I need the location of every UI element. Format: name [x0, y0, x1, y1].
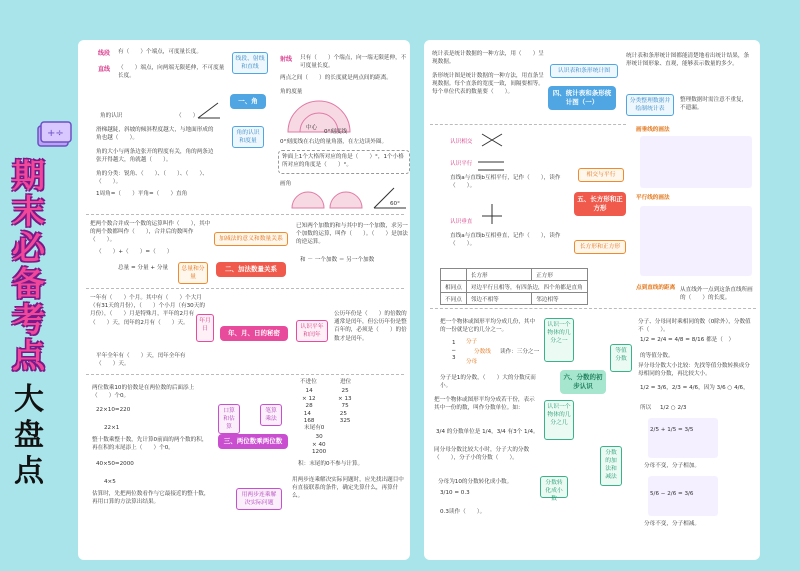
compare-text: 异分母分数大小比较：先找等值分数转换成分母相同的分数，再比较大小。 [638, 363, 750, 378]
intersect-icon [480, 132, 504, 152]
end0-title: 末尾有0 [304, 425, 325, 431]
sub-rule: 分母不变，分子相减。 [644, 521, 700, 527]
estimate-text: 估算时，先把两位数看作与它最接近的整十数，再用口算的方法算出结果。 [92, 491, 210, 506]
title-char-2: 末 [12, 192, 45, 231]
equiv-text-1: 分子、分母同时乘相同的数（0除外），分数值不（ ）。 [638, 319, 751, 334]
formula-3: 和 － 一个加数 ＝ 另一个加数 [300, 257, 375, 263]
add-rule: 分母不变，分子相加。 [644, 463, 700, 469]
node-arrange: 分类整理数据并绘制统计表 [626, 94, 674, 116]
fen-denominator: 分母 [466, 359, 478, 365]
separator [430, 308, 756, 309]
so-label: 所以 [640, 405, 652, 411]
ray-label: 射线 [280, 56, 293, 63]
addition-diagram [648, 418, 718, 458]
draw-par-label: 平行线的画法 [636, 195, 670, 201]
leap-text: 公历年份是（ ）的倍数的通常是闰年，但公历年份是整百年的，必须是（ ）的倍数才是闰年。 [334, 311, 407, 342]
table-cell: 相同点 [441, 281, 467, 293]
deg60-label: 60° [390, 201, 400, 207]
vertical-calc-3: 30 × 40 1200 [312, 434, 327, 456]
node-rel: 相交与平行 [578, 168, 624, 182]
add-expr: 2/5 + 1/5 = 3/5 [650, 427, 694, 433]
fen-numerator: 分子 [466, 339, 478, 345]
fraction-text-4: 同分母分数比较大小时，分子大的分数（ ），分子小的分数（ ）。 [434, 447, 530, 462]
calc-1b: 22×1 [104, 425, 120, 431]
solve-text: 用两步连乘解决实际问题时，应先找出题目中有直接联系的条件，确定先算什么，再算什么。 [292, 477, 404, 500]
node-oral: 口算和估算 [218, 404, 240, 434]
ray-text: 只有（ ）个端点，向一端无限延伸，不可度量长度。 [300, 55, 407, 70]
separator [430, 124, 626, 125]
table-cell: 不同点 [441, 293, 467, 305]
title-char-3: 必 [12, 228, 45, 267]
class-text: 角的分类：锐角、（ ）、（ ）、（ ）、（ ）。 [96, 171, 208, 186]
zero-label: 0°刻度线 [324, 129, 348, 135]
straight-text: （ ）端点，向两端无限延伸，不可度量长度。 [118, 65, 225, 80]
vertical-calc-1: 14 × 12 28 14 168 [302, 388, 316, 425]
draw-perp-illustration [640, 136, 752, 188]
clock-text: 钟面上1个大格所对应的角是（ ）°，1个小格所对应的角度是（ ）°。 [282, 154, 404, 169]
line-label: 线段 [98, 50, 111, 57]
decimal-text: 分母为10的分数转化成小数。 [438, 479, 513, 485]
calc-2b: 4×5 [104, 479, 116, 485]
sub-expr: 5/6 − 2/6 = 3/6 [650, 491, 694, 497]
separator [86, 288, 404, 289]
fraction-text-3: 把一个物体或图形平均分成若干份，表示其中一份的数，叫作分数单位。如： [434, 397, 535, 412]
node-solve: 用两步连乘解决实际问题 [236, 488, 282, 510]
node-leap: 认识平年和闰年 [296, 320, 328, 342]
mult10-text: 两位数乘10的倍数是在两位数的后面添上（ ）个0。 [92, 385, 195, 400]
calc-1: 22×10=220 [96, 407, 131, 413]
addition-text: 把两个数合并成一个数的运算叫作（ ），其中的两个数都叫作（ ），合并后的数叫作（ ）。 [90, 221, 211, 244]
node-bar: 认识表和条形统计图 [550, 64, 618, 78]
slide-text: 滑梯越陡，斜坡的倾斜程度越大，与地面形成的角也越（ ）。 [96, 127, 214, 142]
year-days-text: 平年全年有（ ）天，闰年全年有（ ）天。 [96, 353, 186, 368]
equiv-text-2: 的等值分数。 [640, 353, 674, 359]
relation-text: 1周角=（ ）平角=（ ）直角 [96, 191, 188, 197]
table-cell [441, 269, 467, 281]
stat-right-text2: 整理数据时需注意不重复，不遗漏。 [680, 97, 748, 112]
equiv-example: 1/2 = 2/4 = 4/8 = 8/16 都是（ ） [640, 337, 735, 343]
title-char-6: 点 [12, 336, 45, 375]
intersect-label: 认识相交 [450, 139, 473, 145]
title-icon [34, 120, 74, 148]
angle-sketch-icon [196, 100, 222, 126]
perp-text: 直线a与直线b互相垂直，记作（ ），读作（ ）。 [450, 233, 561, 248]
perpendicular-icon [480, 202, 504, 230]
fraction-example: 3/4 的分数单位是 1/4，3/4 有3个 1/4。 [436, 429, 539, 435]
distance-label: 点到直线的距离 [636, 285, 676, 291]
parallel-text: 直线a与直线b互相平行，记作（ ），读作（ ）。 [450, 175, 561, 190]
node-rect-main: 五、长方形和正方形 [574, 192, 626, 216]
table-cell: 邻边相等 [532, 293, 588, 305]
draw-title: 画角 [280, 181, 292, 187]
bar-chart-text: 条形统计图是统计数据的一种方法，用直条呈现数据。每个直条的宽度一致，间隔要相等。每个单位代表的数量要（ ）。 [432, 73, 544, 96]
angle-know-label: 角的认识 [100, 113, 123, 119]
node-add-parts: 总量和分量 [178, 262, 208, 284]
subtraction-text: 已知两个加数的和与其中的一个加数，求另一个加数的运算，叫作（ ）。（ ）是加法的逆运算。 [296, 223, 408, 246]
center-label: 中心 [306, 125, 318, 131]
col-carry: 进位 [340, 379, 352, 385]
title-char-1: 期 [12, 156, 45, 195]
protractor-text: 0°刻度线在右边的量角器，在左边读外圈。 [280, 139, 388, 145]
fraction-diagram: 1 ─ 3 [452, 340, 456, 362]
node-mult-main: 三、两位数乘两位数 [218, 434, 288, 449]
size-text: 角的大小与两条边张开的程度有关，角的两条边张开得越大，角就越（ ）。 [96, 149, 214, 164]
node-ymd: 年、月、日的秘密 [220, 326, 288, 341]
rect-compare-table [440, 268, 588, 305]
fen-line: 分数线 [474, 349, 491, 355]
subtitle-char-1: 大 [14, 382, 44, 417]
node-frac-main: 六、分数的初步认识 [560, 370, 606, 394]
line-text: 有（ ）个端点，可度量长度。 [118, 49, 202, 55]
formula-2: 总量 = 分量 + 分量 [118, 265, 169, 271]
separator [86, 374, 404, 375]
table-header: 正方形 [532, 269, 588, 281]
node-add-meaning: 加减法的意义和数量关系 [214, 232, 288, 246]
node-frac-e: 分数转化成小数 [540, 476, 568, 498]
col-no-carry: 不进位 [300, 379, 317, 385]
perpendicular-label: 认识垂直 [450, 219, 473, 225]
tens-text: 整十数乘整十数，先计算0前面的两个数的积，再在积的末尾添上（ ）个0。 [92, 437, 208, 452]
product-text: 积：末尾的0不参与计算。 [298, 461, 364, 467]
table-cell: 邻边不相等 [466, 293, 531, 305]
decimal-example: 3/10 = 0.3 [440, 490, 470, 496]
measure-title: 角的度量 [280, 89, 303, 95]
table-text: 统计表是统计数据的一种方法，用（ ）呈现数据。 [432, 51, 544, 66]
angle-know-blank: （ ） [176, 113, 199, 119]
separator [86, 214, 404, 215]
stat-right-text: 统计表和条形统计图都能清楚地看出统计结果，条形统计图形象、直观，能够表示数量的多少。 [626, 53, 750, 68]
compare-example: 1/2 = 3/6，2/3 = 4/6，因为 3/6 ○ 4/6， [640, 385, 749, 391]
year-text: 一年有（ ）个月。其中有（ ）个大月（有31天的月份），（ ）个小月（有30天的月份），（ ）月是特殊月，平年的2月有（ ）天，闰年的2月有（ ）天。 [90, 295, 205, 326]
node-lines: 线段、射线和直线 [232, 52, 268, 74]
title-char-5: 考 [12, 300, 45, 339]
node-add-main: 二、加法数量关系 [216, 262, 286, 277]
node-frac-d: 分数的加法和减法 [600, 446, 622, 486]
draw-perp-label: 画垂线的画法 [636, 127, 670, 133]
calc-2: 40×50=2000 [96, 461, 134, 467]
subtitle-char-3: 点 [14, 454, 44, 489]
node-frac-c: 等值分数 [610, 344, 632, 372]
draw-par-illustration [640, 206, 752, 276]
node-frac-b: 认识一个物体的几分之几 [544, 400, 574, 440]
table-cell: 对边平行且相等，有四条边，四个角都是直角 [466, 281, 587, 293]
svg-text:+÷: +÷ [47, 128, 64, 139]
read-text: 读作：三分之一 [500, 349, 540, 355]
node-stat-main: 四、统计表和条形统计图（一） [548, 86, 616, 110]
parallel-label: 认识平行 [450, 161, 473, 167]
node-rect: 长方形和正方形 [574, 240, 626, 254]
node-frac-a: 认识一个物体的几分之一 [544, 318, 574, 362]
decimal-read: 0.3读作（ ）。 [440, 509, 486, 515]
fraction-text-2: 分子是1的分数，（ ）大的分数反而小。 [440, 375, 536, 390]
node-written: 笔算乘法 [260, 404, 282, 426]
two-points-text: 两点之间（ ）的长度就是两点间的距离。 [280, 75, 392, 81]
node-angle-sub: 角的认识和度量 [232, 126, 264, 148]
so-expr: 1/2 ○ 2/3 [660, 405, 687, 411]
formula-1: （ ）+（ ）=（ ） [96, 249, 173, 255]
subtitle-char-2: 盘 [14, 418, 44, 453]
distance-text: 从直线外一点到这条直线所画的（ ）的长度。 [680, 287, 753, 302]
node-year: 年月日 [196, 314, 214, 342]
title-char-4: 备 [12, 264, 45, 303]
straight-label: 直线 [98, 66, 111, 73]
vertical-calc-2: 25 × 13 75 25 325 [338, 388, 352, 425]
node-angle: 一、角 [230, 94, 266, 109]
fraction-text-1: 把一个物体或图形平均分成几份，其中的一份就是它的几分之一。 [440, 319, 536, 334]
table-header: 长方形 [466, 269, 531, 281]
